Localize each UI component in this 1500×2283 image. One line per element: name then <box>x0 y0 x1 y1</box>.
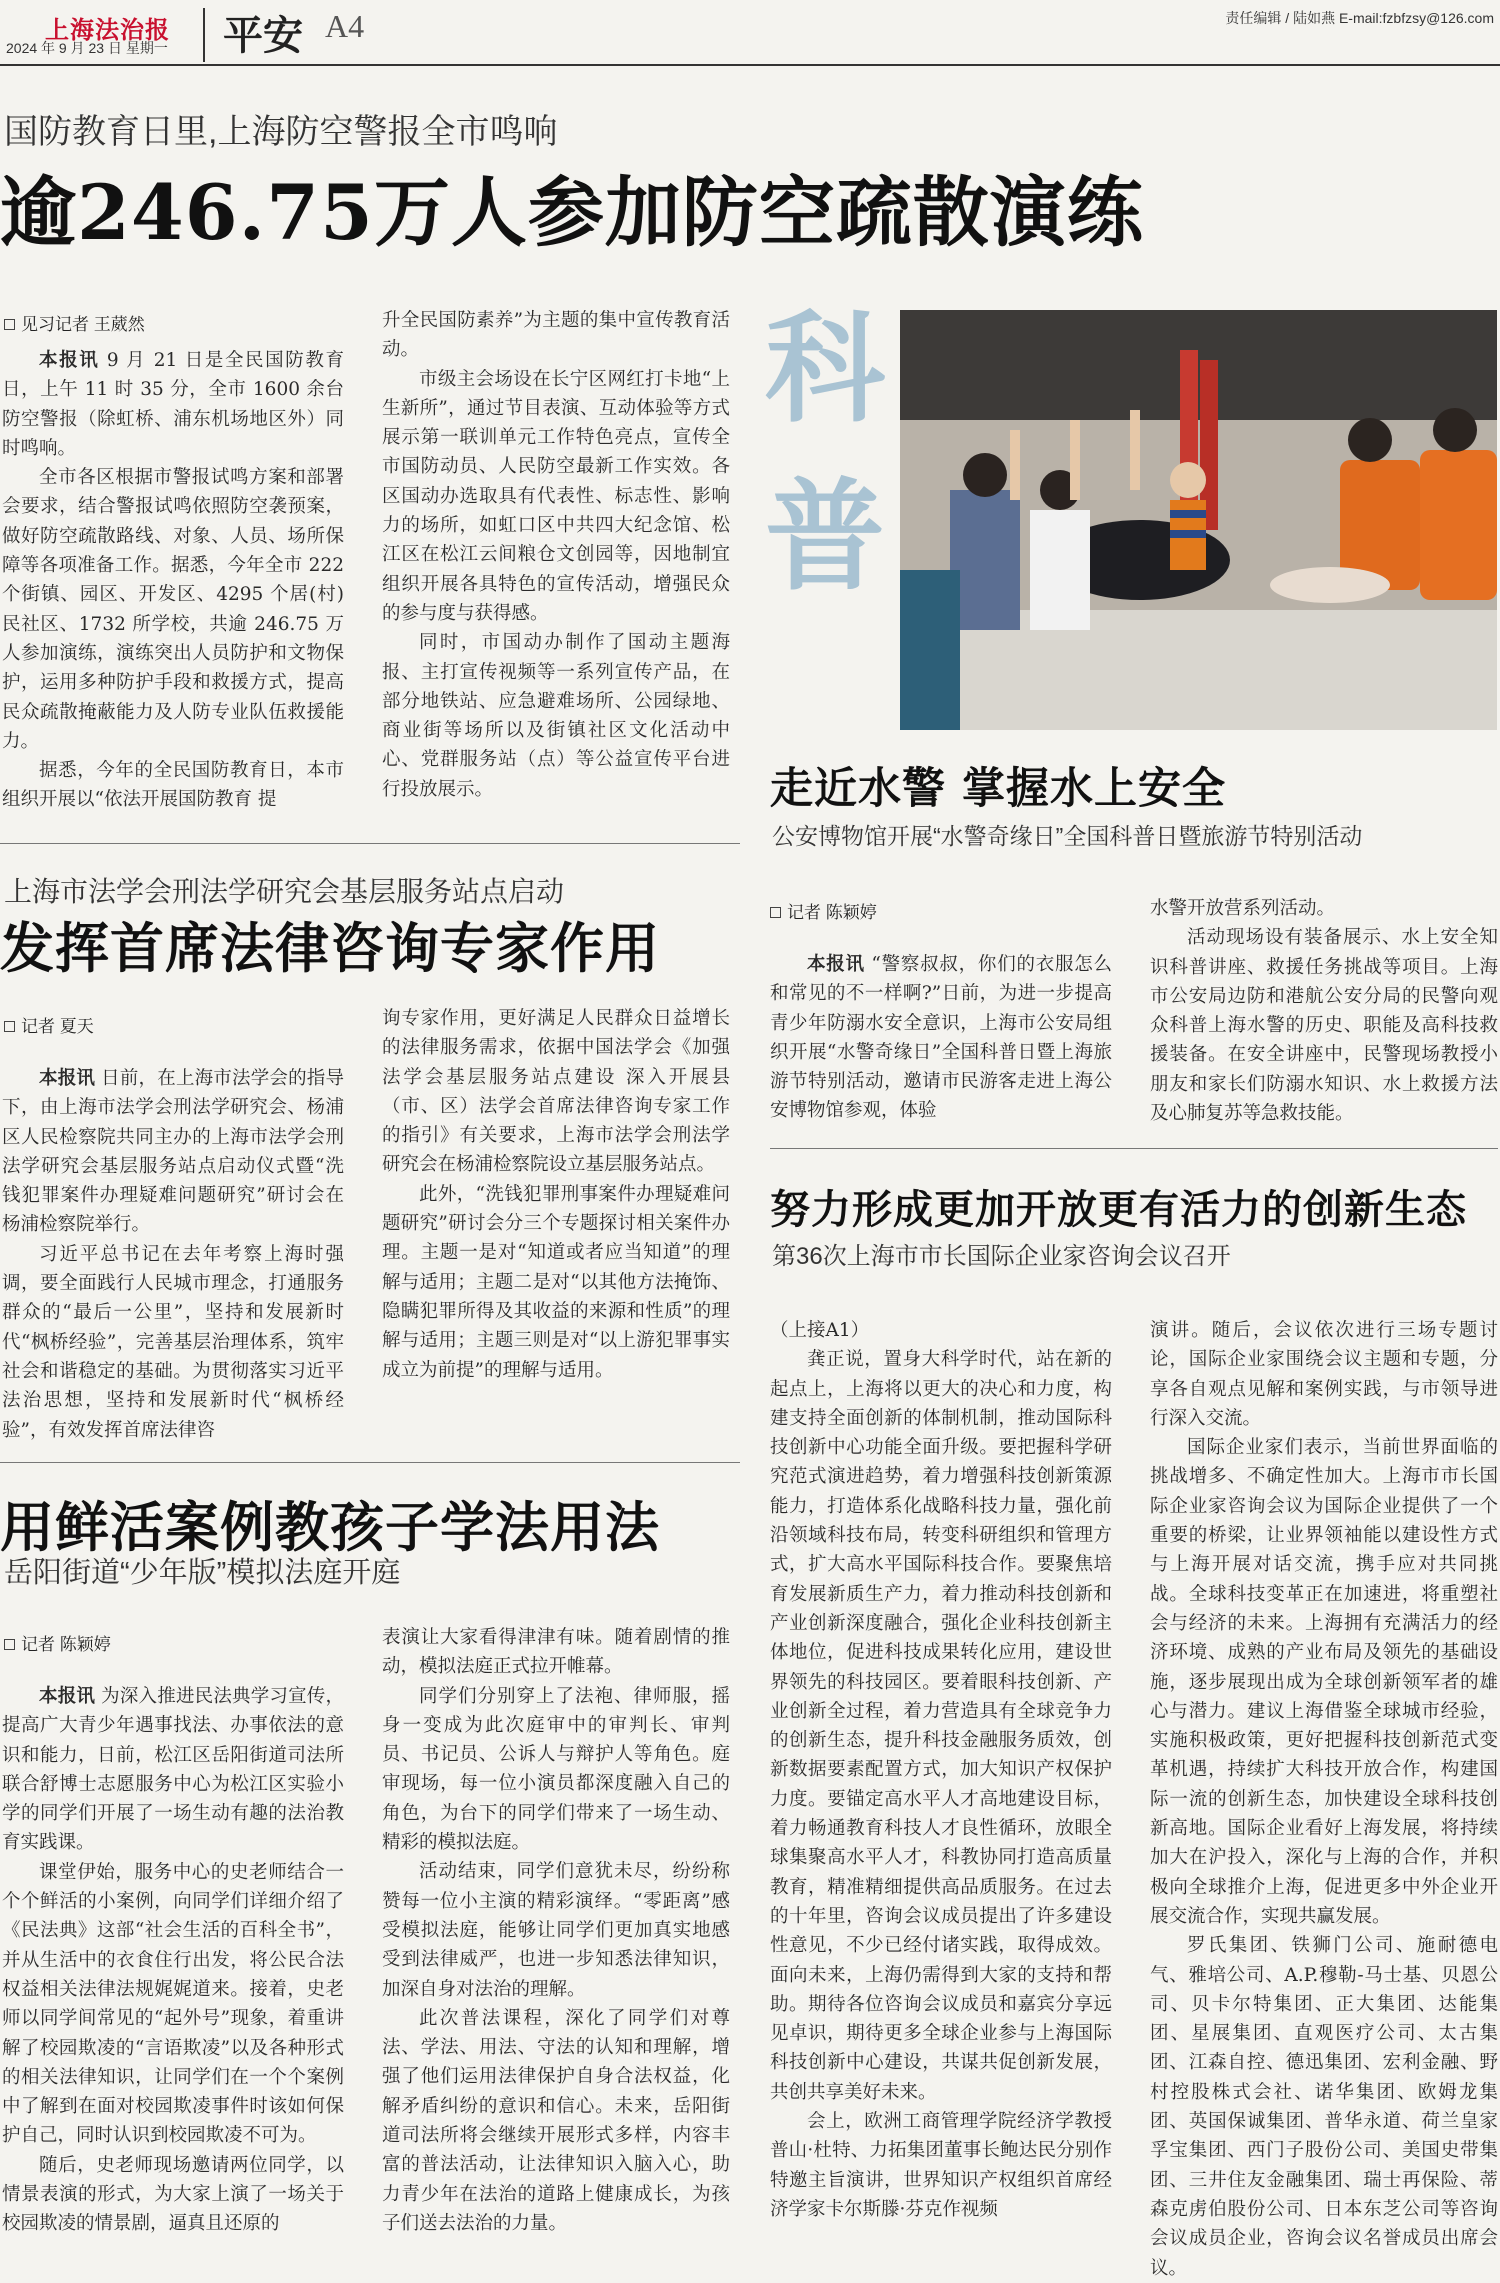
editor-credit: 责任编辑 / 陆如燕 E-mail:fzbfzsy@126.com <box>1225 10 1494 26</box>
divider-rule-right <box>770 1148 1498 1149</box>
paragraph-text: 课堂伊始，服务中心的史老师结合一个个鲜活的小案例，向同学们详细介绍了《民法典》这部“社会生活的百科全书”，并从生活中的衣食住行出发，将公民合法权益相关法律法规娓娓道来。接着，史老师以同学间常见的“起外号”现象，着重讲解了校园欺凌的“言语欺凌”以及各种形式的相关法律知识，让同学们在一个个案例中了解到在面对校园欺凌事件时该如何保护自己，同时认识到校园欺凌不可为。 <box>2 1861 344 2147</box>
newspaper-logo: 上海法治报 <box>45 15 170 44</box>
dateline: 本报讯 <box>39 1068 96 1089</box>
article1-kicker: 国防教育日里,上海防空警报全市鸣响 <box>4 113 558 151</box>
article2-column-1 <box>2 1064 344 1444</box>
paragraph-text: 询专家作用，更好满足人民群众日益增长的法律服务需求，依据中国法学会《加强法学会基层服务站点建设 深入开展县（市、区）法学会首席法律咨询专家工作的指引》有关要求，上海市法学会刑法学研究会在杨浦检察院设立基层服务站点。 <box>382 1008 730 1176</box>
paragraph <box>770 1345 1112 2107</box>
masthead-rule <box>0 64 1500 66</box>
paragraph <box>770 950 1112 1126</box>
article2-byline-text: 记者 夏天 <box>21 1017 94 1036</box>
paragraph-text: 据悉，今年的全民国防教育日，本市组织开展以“依法开展国防教育 提 <box>2 760 344 811</box>
dateline: 本报讯 <box>39 350 100 371</box>
paragraph-text: 9 月 21 日是全民国防教育日，上午 11 时 35 分，全市 1600 余台防空警报（除虹桥、浦东机场地区外）同时鸣响。 <box>2 350 344 459</box>
paragraph <box>382 1004 730 1180</box>
paragraph-text: 日前，在上海市法学会的指导下，由上海市法学会刑法学研究会、杨浦区人民检察院共同主办的上海市法学会刑法学研究会基层服务站点启动仪式暨“洗钱犯罪案件办理疑难问题研究”研讨会在杨浦检察院举行。 <box>2 1068 344 1236</box>
byline-box-icon <box>770 907 781 918</box>
dateline: 本报讯 <box>39 1686 96 1707</box>
paragraph <box>2 2151 344 2239</box>
article4-byline-text: 记者 陈颖婷 <box>787 903 877 922</box>
article4-column-2 <box>1150 894 1498 1128</box>
paragraph-text: 罗氏集团、铁狮门公司、施耐德电气、雅培公司、A.P.穆勒-马士基、贝恩公司、贝卡尔特集团、正大集团、达能集团、星展集团、直观医疗公司、太古集团、江森自控、德迅集团、宏利金融、野村控股株式会社、诺华集团、欧姆龙集团、英国保诚集团、普华永道、荷兰皇家孚宝集团、西门子股份公司、美国史带集团、三井住友金融集团、瑞士再保险、蒂森克虏伯股份公司、日本东芝公司等咨询会议成员企业，咨询会议名誉成员出席会议。 <box>1150 1935 1498 2279</box>
article4-byline <box>770 898 877 923</box>
article1-byline <box>4 310 145 335</box>
paragraph <box>1150 1433 1498 1931</box>
page-number: A4 <box>325 8 365 44</box>
paragraph <box>2 463 344 756</box>
paragraph <box>2 1064 344 1240</box>
paragraph-text: 此外，“洗钱犯罪刑事案件办理疑难问题研究”研讨会分三个专题探讨相关案件办理。主题一是对“知道或者应当知道”的理解与适用；主题二是对“以其他方法掩饰、隐瞒犯罪所得及其收益的来源和性质”的理解与适用；主题三则是对“以上游犯罪事实成立为前提”的理解与适用。 <box>382 1183 730 1381</box>
paragraph <box>1150 923 1498 1128</box>
paragraph <box>1150 1931 1498 2283</box>
paragraph <box>382 365 730 629</box>
article3-headline: 用鲜活案例教孩子学法用法 <box>0 1495 660 1559</box>
article1-byline-text: 见习记者 王葳然 <box>21 315 145 334</box>
article2-column-2 <box>382 1004 730 1444</box>
paragraph-text: 随后，史老师现场邀请两位同学，以情景表演的形式，为大家上演了一场关于校园欺凌的情景剧，逼真且还原的 <box>2 2154 344 2235</box>
paragraph <box>2 1240 344 1445</box>
paragraph-text: 龚正说，置身大科学时代，站在新的起点上，上海将以更大的决心和力度，构建支持全面创新的体制机制，推动国际科技创新中心功能全面升级。要把握科学研究范式演进趋势，着力增强科技创新策源能力，打造体系化战略科技力量，强化前沿领域科技布局，转变科研组织和管理方式，扩大高水平国际科技合作。要聚焦培育发展新质生产力，着力推动科技创新和产业创新深度融合，强化企业科技创新主体地位，促进科技成果转化应用，建设世界领先的科技园区。要着眼科技创新、产业创新全过程，着力营造具有全球竞争力的创新生态，提升科技金融服务质效，创新数据要素配置方式，加大知识产权保护力度。要锚定高水平人才高地建设目标，着力畅通教育科技人才良性循环，放眼全球集聚高水平人才，科教协同打造高质量教育，精准精细提供高品质服务。在过去的十年里，咨询会议成员提出了许多建设性意见，不少已经付诸实践，取得成效。面向未来，上海仍需得到大家的支持和帮助。期待各位咨询会议成员和嘉宾分享远见卓识，期待更多全球企业参与上海国际科技创新中心建设，共谋共促创新发展，共创共享美好未来。 <box>770 1349 1112 2103</box>
article3-byline-text: 记者 陈颖婷 <box>21 1635 111 1654</box>
article3-column-2 <box>382 1623 730 2251</box>
paragraph <box>2 346 344 463</box>
photo-illustration <box>900 310 1497 730</box>
paragraph-text: “警察叔叔，你们的衣服怎么和常见的不一样啊?”日前，为进一步提高青少年防溺水安全意识，上海市公安局组织开展“水警奇缘日”全国科普日暨上海旅游节特别活动，邀请市民游客走进上海公安博物馆参观，体验 <box>770 954 1112 1122</box>
paragraph-text: （上接A1） <box>770 1320 870 1341</box>
byline-box-icon <box>4 1021 15 1032</box>
article2-kicker: 上海市法学会刑法学研究会基层服务站点启动 <box>4 876 565 907</box>
article3-column-1 <box>2 1682 344 2251</box>
paragraph-text: 演讲。随后，会议依次进行三场专题讨论，国际企业家围绕会议主题和专题，分享各自观点见解和案例实践，与市领导进行深入交流。 <box>1150 1320 1498 1429</box>
paragraph-text: 同时，市国动办制作了国动主题海报、主打宣传视频等一系列宣传产品，在部分地铁站、应急避难场所、公园绿地、商业街等场所以及街镇社区文化活动中心、党群服务站（点）等公益宣传平台进行投放展示。 <box>382 632 730 800</box>
paragraph-text: 表演让大家看得津津有味。随着剧情的推动，模拟法庭正式拉开帷幕。 <box>382 1627 730 1678</box>
paragraph <box>770 2107 1112 2224</box>
article1-column-2 <box>382 306 730 816</box>
paragraph <box>2 1858 344 2151</box>
article5-subheadline: 第36次上海市市长国际企业家咨询会议召开 <box>772 1243 1231 1270</box>
article4-headline: 走近水警 掌握水上安全 <box>770 764 1226 814</box>
article5-headline: 努力形成更加开放更有活力的创新生态 <box>770 1186 1467 1233</box>
paragraph-text: 此次普法课程，深化了同学们对尊法、学法、用法、守法的认知和理解，增强了他们运用法律保护自身合法权益，化解矛盾纠纷的意识和信心。未来，岳阳街道司法所将会继续开展形式多样，内容丰富的普法活动，让法律知识入脑入心，助力青少年在法治的道路上健康成长，为孩子们送去法治的力量。 <box>382 2007 730 2234</box>
paragraph-text: 会上，欧洲工商管理学院经济学教授普山·杜特、力拓集团董事长鲍达民分别作特邀主旨演讲，世界知识产权组织首席经济学家卡尔斯滕·芬克作视频 <box>770 2111 1112 2220</box>
article3-subheadline: 岳阳街道“少年版”模拟法庭开庭 <box>4 1557 401 1589</box>
paragraph <box>382 306 730 365</box>
paragraph <box>382 1623 730 1682</box>
paragraph-text: 为深入推进民法典学习宣传，提高广大青少年遇事找法、办事依法的意识和能力，日前，松江区岳阳街道司法所联合舒博士志愿服务中心为松江区实验小学的同学们开展了一场生动有趣的法治教育实践课。 <box>2 1686 344 1854</box>
paragraph <box>1150 1316 1498 1433</box>
divider-rule <box>0 843 740 844</box>
paragraph <box>382 2004 730 2238</box>
divider-rule-lower <box>0 1462 740 1463</box>
paragraph-text: 全市各区根据市警报试鸣方案和部署会要求，结合警报试鸣依照防空袭预案，做好防空疏散路线、对象、人员、场所保障等各项准备工作。据悉，今年全市 222 个街镇、园区、开发区、4295 个居(村)民社区、1732 所学校，共逾 246.75 万人参加演练，演练突出人员防护和文物保护，运用多种防护手段和救援方式，提高民众疏散掩蔽能力及人防专业队伍救援能力。 <box>2 467 344 752</box>
paragraph <box>382 1180 730 1385</box>
dateline: 本报讯 <box>807 954 865 975</box>
article2-headline: 发挥首席法律咨询专家作用 <box>0 916 660 980</box>
paragraph <box>382 1682 730 1858</box>
paragraph <box>2 756 344 815</box>
paragraph-text: 同学们分别穿上了法袍、律师服，摇身一变成为此次庭审中的审判长、审判员、书记员、公诉人与辩护人等角色。庭审现场，每一位小演员都深度融入自己的角色，为台下的同学们带来了一场生动、精彩的模拟法庭。 <box>382 1685 730 1854</box>
article1-headline: 逾246.75万人参加防空疏散演练 <box>0 168 1144 257</box>
article1-column-1 <box>2 346 344 816</box>
paragraph <box>382 1857 730 2003</box>
paragraph <box>382 628 730 804</box>
byline-box-icon <box>4 1639 15 1650</box>
paragraph-text: 活动现场设有装备展示、水上安全知识科普讲座、救援任务挑战等项目。上海市公安局边防和港航公安分局的民警向观众科普上海水警的历史、职能及高科技救援装备。在安全讲座中，民警现场教授小朋友和家长们防溺水知识、水上救援方法及心肺复苏等急救技能。 <box>1150 927 1498 1125</box>
paragraph <box>2 1682 344 1858</box>
paragraph-text: 习近平总书记在去年考察上海时强调，要全面践行人民城市理念，打通服务群众的“最后一公里”，坚持和发展新时代“枫桥经验”，完善基层治理体系，筑牢社会和谐稳定的基础。为贯彻落实习近平法治思想，坚持和发展新时代“枫桥经验”，有效发挥首席法律咨 <box>2 1243 344 1441</box>
paragraph <box>1150 894 1498 923</box>
article5-column-2 <box>1150 1316 1498 2279</box>
article4-subheadline: 公安博物馆开展“水警奇缘日”全国科普日暨旅游节特别活动 <box>772 823 1363 849</box>
paragraph-text: 升全民国防素养”为主题的集中宣传教育活动。 <box>382 310 730 361</box>
article3-byline <box>4 1630 111 1655</box>
section-name: 平安 <box>223 12 303 59</box>
article5-column-1 <box>770 1316 1112 2251</box>
news-photo <box>900 310 1497 730</box>
article2-byline <box>4 1012 94 1037</box>
paragraph-text: 市级主会场设在长宁区网红打卡地“上生新所”，通过节目表演、互动体验等方式展示第一联训单元工作特色亮点，宣传全市国防动员、人民防空最新工作实效。各区国动办选取具有代表性、标志性、影响力的场所，如虹口区中共四大纪念馆、松江区在松江云间粮仓文创园等，因地制宜组织开展各具特色的宣传活动，增强民众的参与度与获得感。 <box>382 368 730 624</box>
byline-box-icon <box>4 319 15 330</box>
masthead-divider <box>203 8 205 62</box>
paragraph-text: 水警开放营系列活动。 <box>1150 898 1336 919</box>
kepu-label: 科普 <box>765 298 885 607</box>
paragraph <box>770 1316 1112 1345</box>
paragraph-text: 国际企业家们表示，当前世界面临的挑战增多、不确定性加大。上海市市长国际企业家咨询会议为国际企业提供了一个重要的桥梁，让业界领袖能以建设性方式与上海开展对话交流，携手应对共同挑战。全球科技变革正在加速进，将重塑社会与经济的未来。上海拥有充满活力的经济环境、成熟的产业布局及领先的基础设施，逐步展现出成为全球创新领军者的雄心与潜力。建议上海借鉴全球城市经验，实施积极政策，更好把握科技创新范式变革机遇，持续扩大科技开放合作，构建国际一流的创新生态，加快建设全球科技创新高地。国际企业看好上海发展，将持续加大在沪投入，深化与上海的合作，并积极向全球推介上海，促进更多中外企业开展交流合作，实现共赢发展。 <box>1150 1437 1498 1927</box>
article4-column-1 <box>770 950 1112 1128</box>
issue-date: 2024 年 9 月 23 日 星期一 <box>6 40 168 56</box>
paragraph-text: 活动结束，同学们意犹未尽，纷纷称赞每一位小主演的精彩演绎。“零距离”感受模拟法庭，能够让同学们更加真实地感受到法律威严，也进一步知悉法律知识，加深自身对法治的理解。 <box>382 1861 730 2000</box>
